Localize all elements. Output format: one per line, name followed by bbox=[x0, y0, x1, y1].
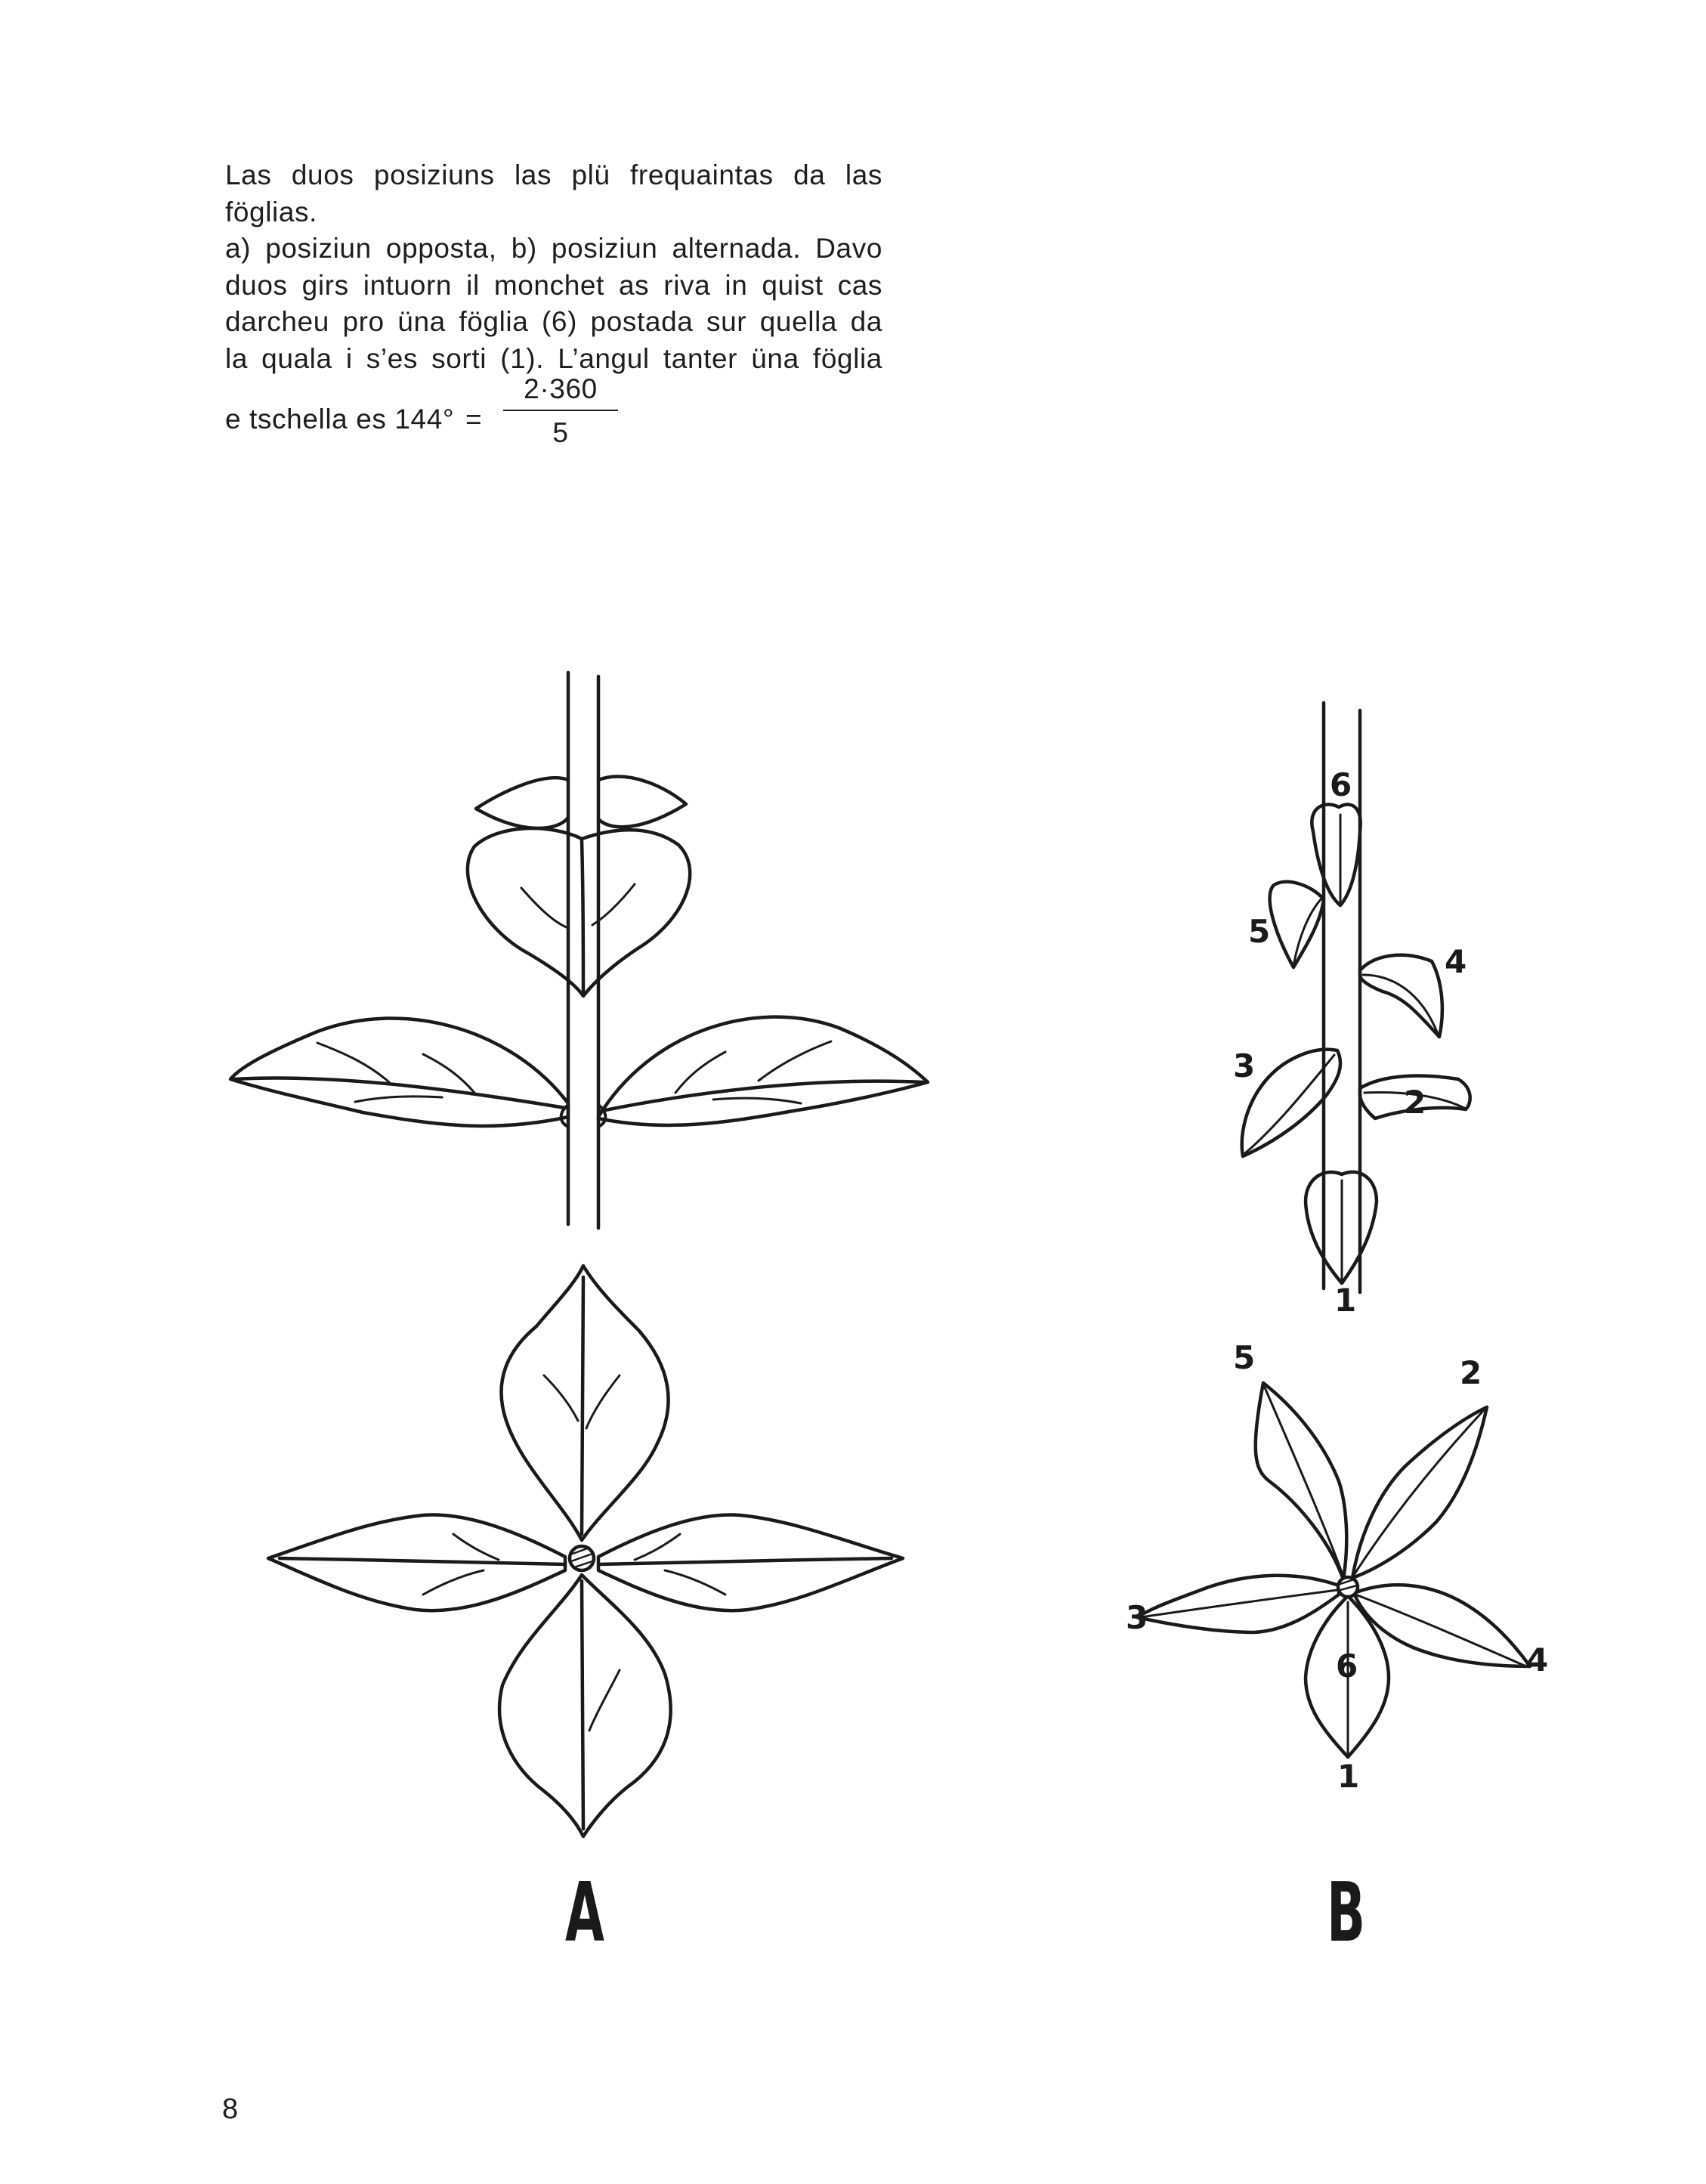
rosette-leaf-number: 3 bbox=[1126, 1599, 1148, 1636]
vein-a-top-left bbox=[280, 1558, 565, 1564]
stem-leaf-number: 5 bbox=[1248, 913, 1271, 950]
formula-equals: = bbox=[465, 404, 483, 435]
rosette-leaf-number: 1 bbox=[1337, 1758, 1360, 1795]
page-number: 8 bbox=[222, 2093, 239, 2125]
rosette-leaf-number: 6 bbox=[1336, 1647, 1358, 1684]
leaf-a-heart-upper bbox=[468, 828, 690, 996]
leaf-a-top-left-back bbox=[476, 778, 568, 828]
leaf-b-4 bbox=[1360, 955, 1442, 1037]
vein-a-top-up bbox=[582, 1277, 583, 1534]
leaf-a-lower-right bbox=[598, 1017, 928, 1125]
leaf-a-top-right-back bbox=[598, 777, 686, 828]
rosette-leaf-number: 5 bbox=[1233, 1339, 1256, 1376]
leaf-a-top-up bbox=[502, 1266, 669, 1540]
leaf-b-6 bbox=[1312, 805, 1360, 905]
vein-a-top-right bbox=[598, 1558, 892, 1564]
leaf-a-lower-left bbox=[230, 1018, 568, 1126]
leaf-a-top-down bbox=[499, 1575, 671, 1836]
figure-a-stem-view bbox=[230, 673, 928, 1228]
formula-numerator: 2·360 bbox=[503, 373, 618, 411]
vein-a-top-down bbox=[582, 1581, 583, 1829]
vein-a-upper bbox=[582, 840, 583, 995]
caption-line: a) posiziun opposta, b) posiziun alternada. Davo bbox=[225, 233, 882, 264]
stem-leaf-number: 3 bbox=[1233, 1047, 1256, 1084]
stem-leaf-number: 6 bbox=[1330, 766, 1352, 803]
rosette-leaf-number: 2 bbox=[1460, 1354, 1482, 1391]
formula-lead: e tschella es 144° bbox=[225, 404, 455, 435]
rosette-b-leaf-2 bbox=[1352, 1407, 1487, 1578]
caption-line: la quala i s’es sorti (1). L’angul tanter üna föglia bbox=[225, 342, 882, 374]
rosette-leaf-number: 4 bbox=[1526, 1641, 1549, 1678]
figure-b-label: B bbox=[1327, 1866, 1366, 1960]
formula-denominator: 5 bbox=[552, 417, 569, 448]
figure-b-top-view bbox=[1137, 1383, 1530, 1757]
stem-leaf-number: 4 bbox=[1445, 943, 1467, 980]
caption-line: föglias. bbox=[225, 196, 318, 227]
caption-line: Las duos posiziuns las plü frequaintas da las bbox=[225, 159, 882, 190]
caption-line: duos girs intuorn il monchet as riva in quist cas bbox=[225, 269, 882, 301]
figure-a-label: A bbox=[565, 1866, 604, 1960]
stem-leaf-number: 2 bbox=[1404, 1084, 1426, 1121]
stem-leaf-number: 1 bbox=[1334, 1282, 1357, 1319]
figure-b-stem-view bbox=[1242, 703, 1470, 1292]
figure-a-top-view bbox=[268, 1266, 903, 1836]
caption-line: darcheu pro üna föglia (6) postada sur quella da bbox=[225, 306, 882, 337]
rosette-b-leaf-4 bbox=[1354, 1585, 1530, 1666]
